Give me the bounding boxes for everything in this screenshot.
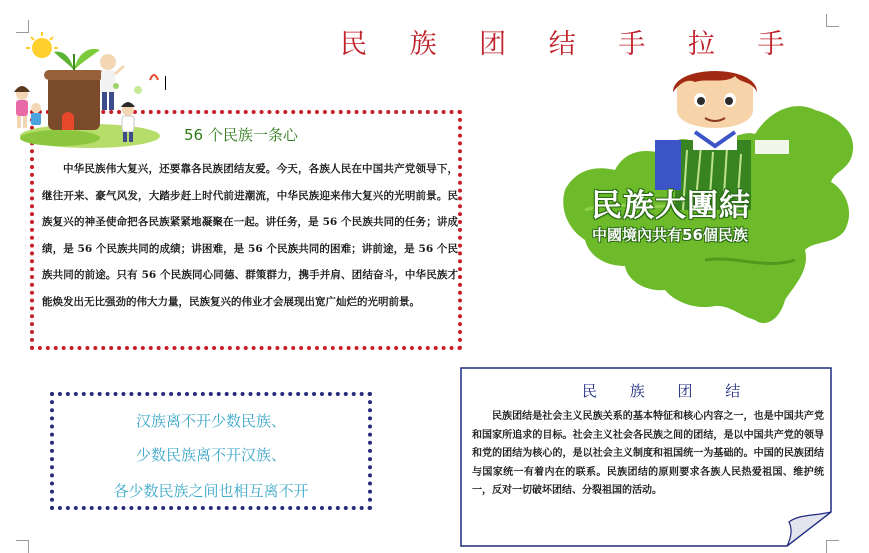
article-heading: 56 个民族一条心 [184, 126, 298, 144]
crop-mark-bottom-left [16, 540, 29, 553]
poem-line: 各少数民族之间也相互离不开 [113, 482, 309, 500]
poem-box [50, 392, 372, 510]
kids-planting-illustration [0, 30, 170, 150]
map-banner-title: 民族大團結 [591, 188, 751, 224]
article-body: 中华民族伟大复兴，还要靠各民族团结友爱。今天，各族人民在中国共产党领导下，继往开来、豪气风发，大踏步赶上时代前进潮流，中华民族迎来伟大复兴的光明前景。民族复兴的神圣使命把各民族紧紧地凝聚在一起。讲任务，是 56 个民族共同的任务；讲成绩，是 56 个民族共同的成绩；讲困难，是 56 个民族共同的困难；讲前途，是 56 个民族共同的前途。只有 56 个民族同心同德、群策群力，携手并肩、团结奋斗，中华民族才能焕发出无比强劲的伟大力量，民族复兴的伟业才会展现出宽广灿烂的光明前景。 [42, 163, 458, 308]
poem-line: 汉族离不开少数民族、 [135, 412, 286, 430]
note-body: 民族团结是社会主义民族关系的基本特征和核心内容之一，也是中国共产党和国家所追求的目标。社会主义社会各民族之间的团结，是以中国共产党的领导和党的团结为核心的，是以社会主义制度和祖国统一为基础的。中国的民族团结与国家统一有着内在的联系。民族团结的原则要求各族人民热爱祖国、维护统一，反对一切破坏团结、分裂祖国的活动。 [472, 411, 824, 496]
map-banner-subtitle: 中國境內共有56個民族 [592, 226, 748, 244]
poem-line: 少数民族离不开汉族、 [135, 446, 286, 464]
note-heading: 民 族 团 结 [582, 382, 755, 400]
crop-mark-top-right [826, 14, 839, 27]
page-title: 民 族 团 结 手 拉 手 [340, 29, 802, 60]
